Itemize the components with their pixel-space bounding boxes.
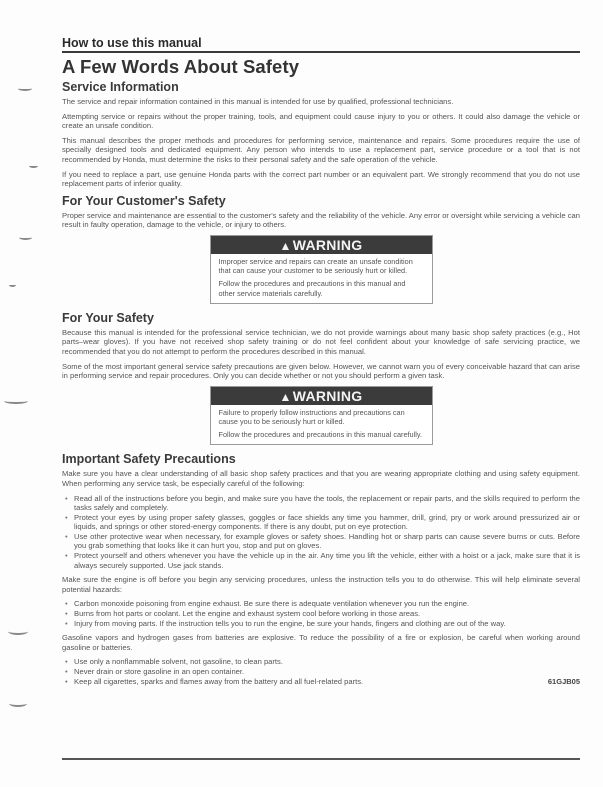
paragraph: Make sure the engine is off before you begin any servicing procedures, unless the instruction tells you to do otherwise. This will help eliminate several potential hazards: (62, 575, 580, 594)
warning-triangle-icon: ▲ (279, 389, 292, 404)
list-item: • Protect yourself and others whenever you have the vehicle up in the air. Any time you lift the vehicle, either with a hoist or a jack, make sure that it is always securely supported. Use jack stands. (62, 551, 580, 570)
warning-triangle-icon: ▲ (279, 238, 292, 253)
list-item: • Read all of the instructions before you begin, and make sure you have the tools, the replacement or repair parts, and the skills required to perform the tasks safely and completely. (62, 494, 580, 513)
warning-text: Follow the procedures and precautions in this manual and other service materials carefully. (218, 279, 406, 298)
manual-page (62, 36, 580, 691)
warning-header (211, 387, 432, 405)
paragraph: Proper service and maintenance are essential to the customer's safety and the reliability of the vehicle. Any error or oversight while servicing a vehicle can result in faulty operation, damage to the vehicle, or injury to others. (62, 210, 580, 230)
list-item: • Injury from moving parts. If the instruction tells you to run the engine, be sure your hands, fingers and clothing are out of the way. (62, 619, 580, 629)
heading-your-safety: For Your Safety (62, 310, 154, 325)
paragraph: Attempting service or repairs without the proper training, tools, and equipment could cause injury to you or others. It could also damage the vehicle or create an unsafe condition. (62, 111, 580, 131)
precautions-list (62, 494, 580, 571)
scan-mark-icon (18, 86, 32, 91)
paragraph: If you need to replace a part, use genuine Honda parts with the correct part number or an equivalent part. We strongly recommend that you do not use replacement parts of inferior quality. (62, 169, 580, 189)
list-item: • Protect your eyes by using proper safety glasses, goggles or face shields any time you hammer, drill, grind, pry or work around pressurized air or liquids, and springs or other stored-energy components. If there is any doubt, put on eye protection. (62, 513, 580, 532)
figure-code: 61GJB05 (547, 676, 580, 686)
heading-service-information: Service Information (62, 80, 179, 94)
paragraph: Make sure you have a clear understanding of all basic shop safety practices and that you are wearing appropriate clothing and using safety equipment. When performing any service task, be especially careful of the following: (62, 469, 580, 488)
engine-hazards-list (62, 599, 580, 628)
paragraph: The service and repair information contained in this manual is intended for use by qualified, professional technicians. (62, 97, 454, 106)
warning-label: WARNING (292, 387, 363, 404)
scan-mark-icon (9, 283, 16, 287)
list-item: • Carbon monoxide poisoning from engine exhaust. Be sure there is adequate ventilation whenever you run the engine. (62, 599, 580, 609)
list-item: • Use only a nonflammable solvent, not gasoline, to clean parts. (62, 657, 580, 667)
running-head: How to use this manual (62, 36, 580, 53)
warning-header (211, 236, 432, 254)
paragraph: Some of the most important general service safety precautions are given below. However, we cannot warn you of every conceivable hazard that can arise in performing service and repair procedures. Only you can decide whether or not you should perform a given task. (62, 361, 580, 381)
heading-customer-safety: For Your Customer's Safety (62, 193, 226, 208)
warning-box-customer (210, 235, 433, 304)
list-item: • Use other protective wear when necessary, for example gloves or safety shoes. Handling hot or sharp parts can cause severe burns or cuts. Before you grab something that looks like it can hurt you, stop and put on gloves. (62, 532, 580, 551)
scan-mark-icon (19, 235, 32, 240)
paragraph: This manual describes the proper methods and procedures for performing service, maintenance and repairs. Some procedures require the use of specially designed tools and dedicated equipment. Any person who intends to use a replacement part, service procedure or a tool that is not recommended by Honda, must determine the risks to their personal safety and the safe operation of the vehicle. (62, 135, 580, 164)
list-item-text: • Keep all cigarettes, sparks and flames away from the battery and all fuel-related parts. (74, 676, 364, 686)
warning-text: Failure to properly follow instructions and precautions can cause you to be seriously hurt or killed. (218, 407, 405, 426)
footer-rule (62, 758, 580, 760)
scan-mark-icon (4, 398, 28, 404)
warning-box-personal (210, 386, 433, 446)
warning-label: WARNING (292, 236, 363, 253)
list-item: • Never drain or store gasoline in an open container. (62, 667, 580, 677)
paragraph: Because this manual is intended for the professional service technician, we do not provide warnings about many basic shop safety practices (e.g., Hot parts–wear gloves). If you have not received shop safety training or do not feel confident about your knowledge of safe servicing practice, we recommended that you do not attempt to perform the procedures described in this manual. (62, 327, 580, 356)
warning-text: Improper service and repairs can create an unsafe condition that can cause your customer to be seriously hurt or killed. (218, 256, 413, 276)
list-item: • Burns from hot parts or coolant. Let the engine and exhaust system cool before working in those areas. (62, 609, 580, 619)
heading-safety-precautions: Important Safety Precautions (62, 452, 236, 467)
warning-text: Follow the procedures and precautions in this manual carefully. (218, 430, 422, 440)
scan-mark-icon (9, 700, 27, 707)
scan-mark-icon (8, 628, 28, 635)
scan-mark-icon (29, 164, 38, 168)
gasoline-list (62, 657, 580, 686)
paragraph: Gasoline vapors and hydrogen gases from batteries are explosive. To reduce the possibility of a fire or explosion, be careful when working around gasoline or batteries. (62, 633, 580, 652)
list-item (62, 677, 580, 687)
page-title: A Few Words About Safety (62, 56, 300, 77)
